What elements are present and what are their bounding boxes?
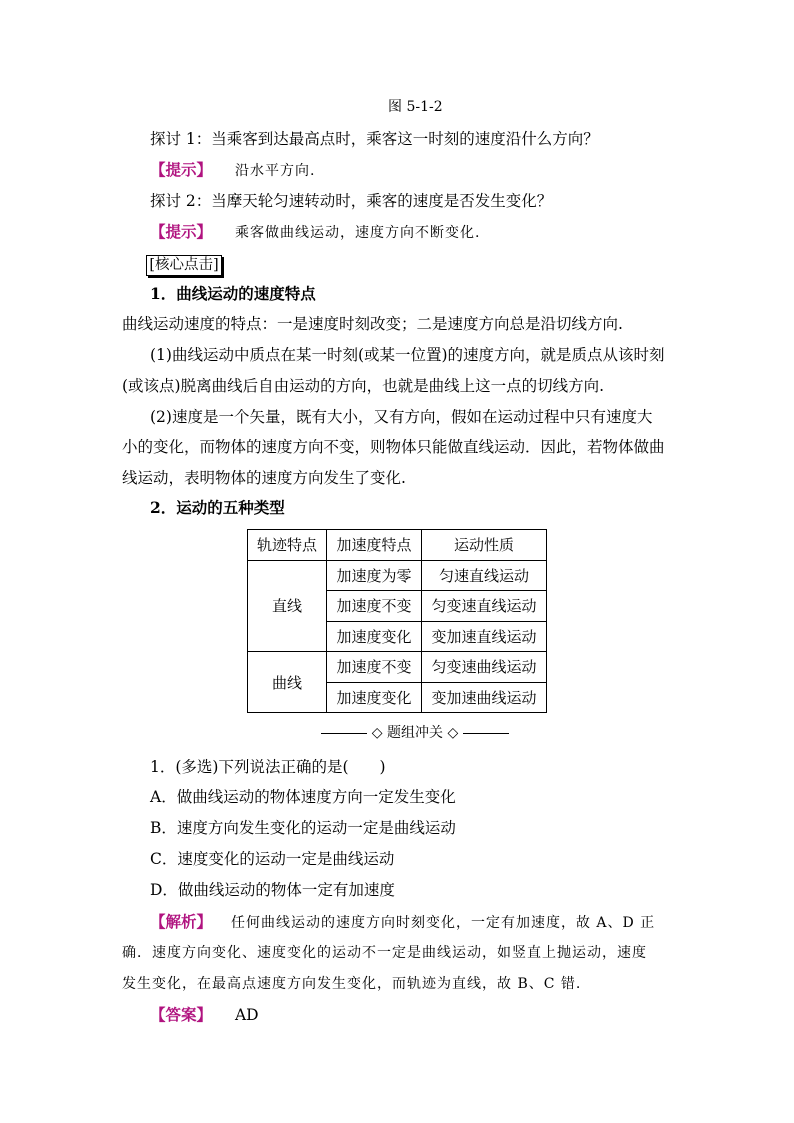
section-1-p1-line1: (1)曲线运动中质点在某一时刻(或某一位置)的速度方向，就是质点从该时刻 (150, 346, 665, 364)
table-cell: 变加速曲线运动 (422, 682, 547, 713)
table-cell-trajectory: 曲线 (248, 652, 327, 713)
section-2-heading: 2．运动的五种类型 (150, 498, 285, 517)
section-1-heading: 1．曲线运动的速度特点 (150, 284, 316, 303)
section-1-p2-line3: 线运动，表明物体的速度方向发生了变化. (122, 469, 406, 487)
analysis-label: 【解析】 (150, 912, 213, 931)
hint-text: 沿水平方向. (234, 163, 316, 179)
analysis-line-1 (150, 911, 655, 934)
divider-text: ◇ 题组冲关 ◇ (371, 725, 459, 741)
analysis-text: 任何曲线运动的速度方向时刻变化，一定有加速度，故 A、D 正 (230, 915, 656, 931)
question-1-option-a: A．做曲线运动的物体速度方向一定发生变化 (150, 788, 456, 806)
figure-caption: 图 5-1-2 (388, 99, 443, 115)
table-header-row (248, 530, 547, 561)
discussion-1-question: 探讨 1：当乘客到达最高点时，乘客这一时刻的速度沿什么方向？ (150, 130, 599, 148)
question-1-option-b: B．速度方向发生变化的运动一定是曲线运动 (150, 819, 456, 837)
table-cell: 匀速直线运动 (422, 560, 547, 591)
table-cell: 变加速直线运动 (422, 621, 547, 652)
answer-value: AD (234, 1006, 259, 1024)
section-1-p1-line2: (或该点)脱离曲线后自由运动的方向，也就是曲线上这一点的切线方向. (122, 377, 605, 395)
divider-rule (463, 733, 509, 734)
table-header-cell: 轨迹特点 (248, 530, 327, 561)
hint-text: 乘客做曲线运动，速度方向不断变化. (234, 225, 481, 241)
table-cell-trajectory: 直线 (248, 560, 327, 652)
table-cell: 加速度为零 (327, 560, 422, 591)
question-1-option-d: D．做曲线运动的物体一定有加速度 (150, 881, 395, 899)
section-divider (300, 722, 530, 744)
table-cell: 加速度不变 (327, 652, 422, 683)
hint-label: 【提示】 (150, 160, 213, 179)
section-1-p2-line2: 小的变化，而物体的速度方向不变，则物体只能做直线运动．因此，若物体做曲 (122, 438, 665, 456)
table-cell: 加速度变化 (327, 682, 422, 713)
discussion-2-hint (150, 221, 480, 244)
table-cell: 匀变速曲线运动 (422, 652, 547, 683)
analysis-line-2: 确．速度方向变化、速度变化的运动不一定是曲线运动，如竖直上抛运动，速度 (122, 945, 647, 961)
answer-line (150, 1004, 259, 1026)
analysis-line-3: 发生变化，在最高点速度方向发生变化，而轨迹为直线，故 B、C 错. (122, 976, 582, 992)
table-cell: 加速度不变 (327, 591, 422, 622)
hint-label: 【提示】 (150, 222, 213, 241)
table-row (248, 652, 547, 683)
core-points-label: [核心点击] (146, 255, 222, 276)
question-1-stem: 1．(多选)下列说法正确的是( ) (150, 758, 386, 776)
table-row (248, 560, 547, 591)
divider-rule (321, 733, 367, 734)
section-1-intro: 曲线运动速度的特点：一是速度时刻改变；二是速度方向总是沿切线方向. (122, 315, 623, 333)
table-cell: 加速度变化 (327, 621, 422, 652)
discussion-2-question: 探讨 2：当摩天轮匀速转动时，乘客的速度是否发生变化？ (150, 192, 553, 210)
motion-types-table (247, 529, 547, 713)
section-1-p2-line1: (2)速度是一个矢量，既有大小，又有方向，假如在运动过程中只有速度大 (150, 408, 653, 426)
table-header-cell: 运动性质 (422, 530, 547, 561)
table-cell: 匀变速直线运动 (422, 591, 547, 622)
discussion-1-hint (150, 159, 315, 182)
answer-label: 【答案】 (150, 1005, 213, 1024)
table-header-cell: 加速度特点 (327, 530, 422, 561)
question-1-option-c: C．速度变化的运动一定是曲线运动 (150, 850, 395, 868)
